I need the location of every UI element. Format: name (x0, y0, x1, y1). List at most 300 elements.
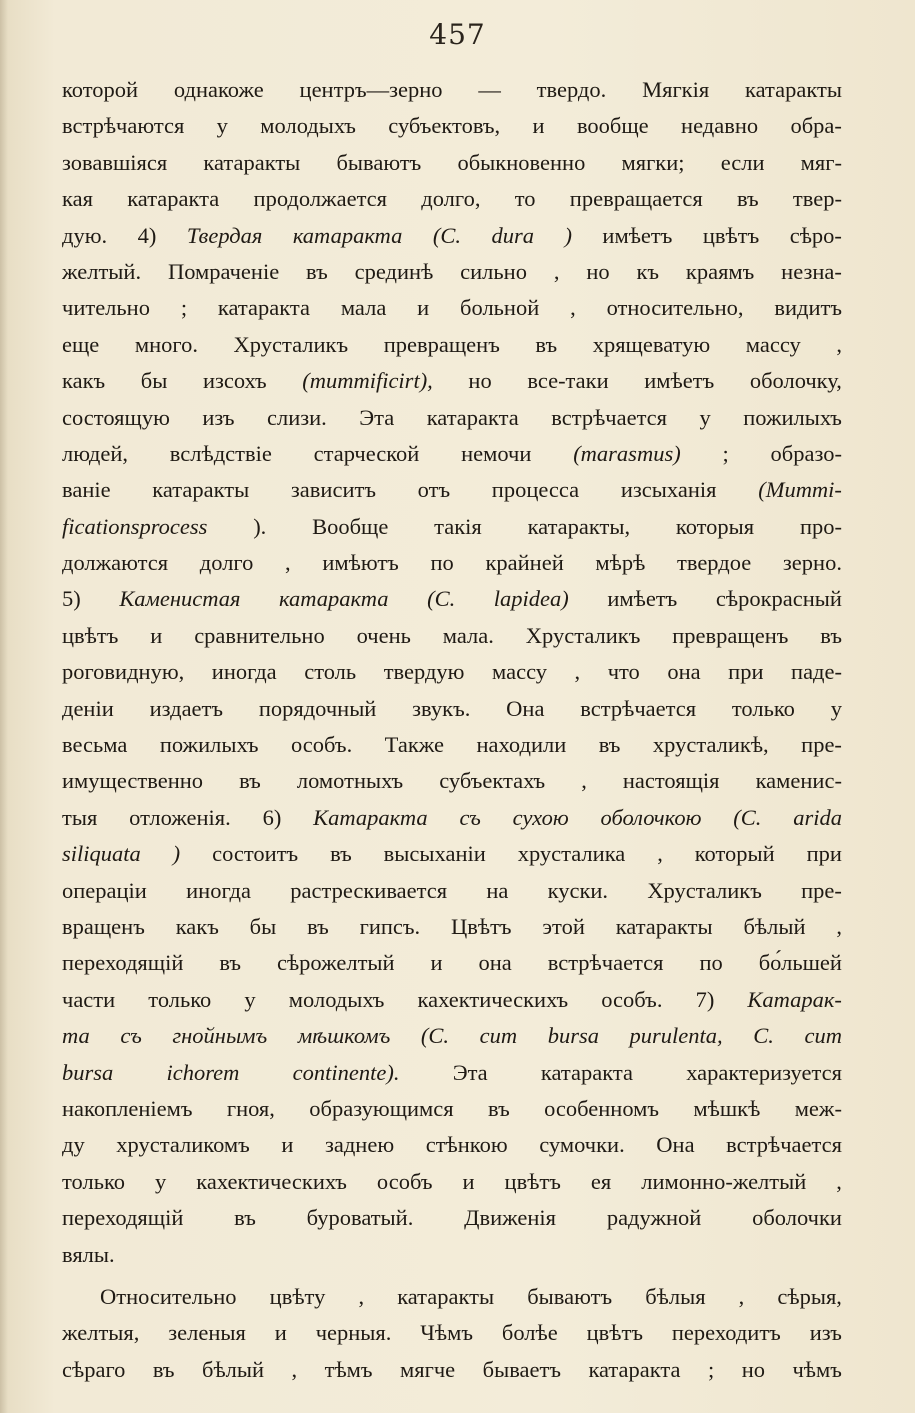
italic-word: bursa (547, 1023, 599, 1049)
word: иногда (211, 659, 277, 685)
word: высыханіи (383, 841, 486, 867)
word: въ (306, 258, 328, 284)
word: катаракта (217, 295, 310, 321)
italic-word: (C. (420, 1023, 449, 1049)
word: въ (219, 950, 242, 976)
word: сѣро- (789, 222, 842, 248)
word: бы (140, 368, 168, 394)
word: у (830, 695, 842, 721)
text-line (62, 181, 842, 217)
word: части (62, 986, 116, 1012)
text-line (62, 763, 842, 799)
word: хрящеватую (592, 331, 711, 357)
word: въ (488, 1095, 510, 1121)
word: Она (656, 1132, 695, 1158)
italic-word: (Mummi- (758, 477, 842, 503)
word: только (62, 1168, 126, 1194)
word: катаракта (426, 404, 519, 430)
word: имѣютъ (322, 550, 399, 576)
word: , (570, 295, 576, 321)
word: болѣе (501, 1320, 558, 1346)
word: Она (506, 695, 545, 721)
word: Цвѣтъ (451, 913, 512, 939)
text-line (62, 472, 842, 508)
word: 7) (695, 986, 715, 1012)
word: накопленіемъ (62, 1095, 193, 1121)
word: при (806, 841, 842, 867)
word: много. (134, 331, 198, 357)
word: каменис- (755, 768, 842, 794)
word: въ (307, 913, 329, 939)
word: порядочный (258, 695, 377, 721)
italic-word: гнойнымъ (172, 1023, 268, 1049)
word: заднею (324, 1132, 395, 1158)
word: у (216, 113, 228, 139)
word: цвѣтъ (586, 1320, 643, 1346)
word: паде- (791, 659, 842, 685)
word: , (358, 1283, 365, 1309)
word: субъектахъ (439, 768, 546, 794)
word: немочи (461, 440, 532, 466)
italic-word: (C. (427, 586, 456, 612)
word: дую. (62, 222, 108, 248)
word: бѣлый (202, 1356, 265, 1382)
italic-word: (marasmus) (573, 440, 681, 466)
word: молодыхъ (260, 113, 356, 139)
word: сѣраго (62, 1356, 126, 1382)
word: цвѣту (269, 1283, 326, 1309)
italic-word: Каменистая (119, 586, 241, 612)
word: долго, (421, 186, 481, 212)
word: обра- (790, 113, 842, 139)
word: ея (590, 1168, 612, 1194)
word: , (738, 1283, 745, 1309)
text-line (62, 254, 842, 290)
word: вялы. (62, 1241, 115, 1267)
word: вращенъ (62, 913, 145, 939)
italic-word: cum (479, 1023, 518, 1049)
word: имѣетъ (602, 222, 673, 248)
word: и (430, 950, 443, 976)
word: Эта (359, 404, 395, 430)
word: твер- (792, 186, 842, 212)
word: въ (598, 732, 621, 758)
word: въ (152, 1356, 175, 1382)
word: и (150, 622, 163, 648)
word: мяг- (800, 149, 842, 175)
italic-word: ) (564, 222, 572, 248)
word: крайней (485, 550, 564, 576)
page-number: 457 (429, 18, 486, 51)
word: срединѣ (354, 258, 434, 284)
word: изсыханія (620, 477, 717, 503)
italic-word: Катарак- (747, 986, 842, 1012)
word: находили (476, 732, 567, 758)
word: деніи (62, 695, 114, 721)
word: зовавшіяся (62, 149, 168, 175)
word: изсохъ (202, 368, 267, 394)
word: имѣетъ (644, 368, 715, 394)
word: чѣмъ (792, 1356, 842, 1382)
word: какъ (175, 913, 219, 939)
word: операціи (62, 877, 147, 903)
word: ду (62, 1132, 85, 1158)
word: Движенія (464, 1205, 557, 1231)
word: особенномъ (544, 1095, 660, 1121)
word: лимонно-желтый (641, 1168, 807, 1194)
word: продолжается (253, 186, 388, 212)
text-line (62, 691, 842, 727)
word: еще (62, 331, 100, 357)
word: отъ (417, 477, 451, 503)
word: состоитъ (212, 841, 299, 867)
word: превращенъ (383, 331, 500, 357)
word: катаракты (203, 149, 301, 175)
word: въ (820, 622, 842, 648)
word: очень (356, 622, 411, 648)
word: гипсъ. (359, 913, 421, 939)
italic-word: та (62, 1023, 90, 1049)
text-line (62, 581, 842, 617)
word: видитъ (774, 295, 842, 321)
word: бы (249, 913, 277, 939)
word: которой (62, 77, 139, 102)
word: особъ. (291, 732, 353, 758)
word: Хрусталикъ (525, 622, 641, 648)
word: въ (535, 331, 558, 357)
word: ). (253, 513, 267, 539)
word: — (478, 77, 501, 102)
word: бываютъ (527, 1283, 613, 1309)
word: она (667, 659, 701, 685)
word: превращается (569, 186, 703, 212)
italic-word: dura (491, 222, 534, 248)
text-line (62, 72, 842, 108)
word: что (607, 659, 640, 685)
word: только (148, 986, 212, 1012)
word: пре- (801, 877, 842, 903)
italic-word: C. (753, 1023, 774, 1049)
word: отложенія. (129, 804, 231, 830)
word: относительно, (606, 295, 744, 321)
word: ; (180, 295, 188, 321)
word: бо́льшей (758, 950, 842, 976)
word: твердое (677, 550, 752, 576)
word: мѣшкѣ (693, 1095, 761, 1121)
text-line (62, 654, 842, 690)
word: если (720, 149, 765, 175)
text-line (62, 873, 842, 909)
text-line (62, 1352, 842, 1388)
text-line (62, 327, 842, 363)
word: ломотныхъ (296, 768, 404, 794)
italic-word: ) (172, 841, 181, 867)
word: массу (492, 659, 548, 685)
italic-word: катаракта (292, 222, 403, 248)
italic-word: continente). (292, 1059, 400, 1085)
text-line (62, 400, 842, 436)
word: мягче (400, 1356, 456, 1382)
word: сѣрожелтый (276, 950, 395, 976)
word: тыя (62, 804, 98, 830)
italic-word: мѣшкомъ (297, 1023, 391, 1049)
word: превращенъ (672, 622, 789, 648)
italic-word: сухою (512, 804, 569, 830)
word: но (468, 368, 492, 394)
word: у (244, 986, 256, 1012)
word: и (417, 295, 430, 321)
word: сравнительно (194, 622, 325, 648)
word: радужной (606, 1205, 702, 1231)
word: меж- (794, 1095, 842, 1121)
text-line (62, 545, 842, 581)
text-line (62, 290, 842, 326)
word: людей, (62, 440, 128, 466)
word: кая (62, 186, 93, 212)
word: про- (799, 513, 842, 539)
word: и (281, 1132, 294, 1158)
word: кахектическихъ (417, 986, 569, 1012)
word: , (836, 1168, 842, 1194)
italic-word: ichorem (166, 1059, 240, 1085)
word: и (462, 1168, 475, 1194)
word: зависитъ (290, 477, 376, 503)
word: 5) (62, 586, 81, 612)
italic-word: (mummificirt), (302, 368, 433, 394)
word: центръ—зерно (299, 77, 443, 102)
word: мѣрѣ (595, 550, 646, 576)
word: образующимся (309, 1095, 454, 1121)
word: ваніе (62, 477, 111, 503)
word: цвѣтъ (504, 1168, 561, 1194)
text-line (62, 509, 842, 545)
word: Хрусталикъ (233, 331, 349, 357)
word: весьма (62, 732, 128, 758)
word: стѣнкою (425, 1132, 508, 1158)
word: который (694, 841, 775, 867)
word: въ (736, 186, 759, 212)
word: субъектовъ, (388, 113, 501, 139)
word: но (586, 258, 610, 284)
word: цвѣтъ (702, 222, 760, 248)
word: Также (384, 732, 445, 758)
word: катаракты (745, 77, 842, 102)
word: мала. (442, 622, 494, 648)
word: зерно. (782, 550, 842, 576)
body-text (62, 72, 842, 1388)
word: 6) (262, 804, 282, 830)
word: по (699, 950, 723, 976)
word: сумочки. (539, 1132, 625, 1158)
word: по (430, 550, 454, 576)
text-line (62, 727, 842, 763)
italic-word: катаракта (279, 586, 389, 612)
text-line (62, 909, 842, 945)
word: вслѣдствіе (169, 440, 272, 466)
word: переходящій (62, 950, 184, 976)
word: обыкновенно (457, 149, 586, 175)
word: встрѣчается (580, 695, 697, 721)
word: куски. (547, 877, 609, 903)
word: катаракты (615, 913, 713, 939)
word: особъ (376, 1168, 433, 1194)
italic-word: съ (120, 1023, 142, 1049)
text-line (62, 1127, 842, 1163)
word: , (553, 258, 560, 284)
word: настоящія (622, 768, 720, 794)
word: то (514, 186, 536, 212)
word: зеленыя (168, 1320, 246, 1346)
word: процесса (491, 477, 580, 503)
italic-word: arida (793, 804, 842, 830)
text-line (62, 618, 842, 654)
word: пожилыхъ (159, 732, 259, 758)
word: къ (636, 258, 660, 284)
word: только (731, 695, 795, 721)
word: ; (722, 440, 729, 466)
text-line (62, 145, 842, 181)
word: у (699, 404, 711, 430)
word: буроватый. (306, 1205, 414, 1231)
word: переходитъ (671, 1320, 781, 1346)
word: иногда (186, 877, 251, 903)
italic-word: siliquata (62, 841, 141, 867)
word: Мягкія (642, 77, 710, 102)
text-line (62, 108, 842, 144)
word: и (532, 113, 545, 139)
word: желтыя, (62, 1320, 140, 1346)
italic-word: оболочкою (600, 804, 702, 830)
text-line (62, 836, 842, 872)
word: имѣетъ (607, 586, 678, 612)
word: катаракта (540, 1059, 633, 1085)
word: бываютъ (336, 149, 422, 175)
italic-word: Катаракта (313, 804, 428, 830)
word: катаракты (397, 1283, 495, 1309)
word: , (657, 841, 663, 867)
word: въ (234, 1205, 256, 1231)
text-line (62, 982, 842, 1018)
word: въ (239, 768, 261, 794)
word: твердо. (536, 77, 607, 102)
word: встрѣчается (551, 404, 668, 430)
text-line (62, 1315, 842, 1351)
word: столь (304, 659, 357, 685)
word: желтый. (62, 258, 142, 284)
word: пре- (801, 732, 842, 758)
word: катаракта (588, 1356, 681, 1382)
word: хрусталикомъ (116, 1132, 250, 1158)
italic-word: bursa (62, 1059, 114, 1085)
word: сильно (460, 258, 527, 284)
word: 4) (137, 222, 157, 248)
word: кахектическихъ (196, 1168, 347, 1194)
word: молодыхъ (288, 986, 385, 1012)
word: Помраченіе (167, 258, 280, 284)
word: встрѣчается (547, 950, 664, 976)
word: образо- (770, 440, 842, 466)
word: переходящій (62, 1205, 184, 1231)
text-line (62, 1055, 842, 1091)
word: хрусталика (517, 841, 626, 867)
word: оболочки (752, 1205, 842, 1231)
word: бѣлый (743, 913, 806, 939)
text-line (62, 363, 842, 399)
word: встрѣчаются (62, 113, 185, 139)
word: при (728, 659, 764, 685)
word: катаракты, (527, 513, 631, 539)
text-line (62, 1237, 842, 1273)
word: изъ (202, 404, 235, 430)
word: гноя, (226, 1095, 275, 1121)
text-line (62, 1018, 842, 1054)
word: оболочку, (749, 368, 842, 394)
word: состоящую (62, 404, 170, 430)
word: Вообще (312, 513, 389, 539)
word: черныя. (315, 1320, 392, 1346)
word: долго (199, 550, 254, 576)
word: она (478, 950, 512, 976)
word: но (741, 1356, 765, 1382)
word: сѣрыя, (777, 1283, 842, 1309)
italic-word: cum (804, 1023, 842, 1049)
word: массу (745, 331, 801, 357)
word: и (274, 1320, 287, 1346)
italic-word: (C. (432, 222, 461, 248)
text-line (62, 1200, 842, 1236)
page-edge-shadow (0, 0, 8, 1413)
italic-word: Твердая (186, 222, 263, 248)
word: Эта (452, 1059, 488, 1085)
word: однакоже (173, 77, 264, 102)
word: ; (707, 1356, 715, 1382)
text-line (62, 1279, 842, 1315)
word: краямъ (685, 258, 755, 284)
italic-word: lapidea) (493, 586, 569, 612)
word: мала (340, 295, 387, 321)
text-line (62, 1164, 842, 1200)
word: хрусталикѣ, (652, 732, 769, 758)
word: слизи. (267, 404, 327, 430)
word: изъ (809, 1320, 842, 1346)
text-line (62, 945, 842, 981)
word: , (581, 768, 587, 794)
word: все-таки (527, 368, 609, 394)
word: больной (460, 295, 540, 321)
word: растрескивается (290, 877, 448, 903)
word: цвѣтъ (62, 622, 119, 648)
text-line (62, 800, 842, 836)
word: катаракта (127, 186, 220, 212)
word: у (155, 1168, 167, 1194)
word: , (291, 1356, 298, 1382)
word: Хрусталикъ (647, 877, 762, 903)
word: вообще (576, 113, 649, 139)
word: такія (434, 513, 482, 539)
word: характеризуется (686, 1059, 842, 1085)
word: незна- (781, 258, 842, 284)
word: на (486, 877, 509, 903)
italic-word: съ (459, 804, 481, 830)
word: , (836, 913, 842, 939)
text-line (62, 218, 842, 254)
word: мягки; (621, 149, 685, 175)
word: этой (542, 913, 585, 939)
word: , (574, 659, 581, 685)
word: , (285, 550, 291, 576)
word: недавно (681, 113, 759, 139)
word: твердую (383, 659, 465, 685)
